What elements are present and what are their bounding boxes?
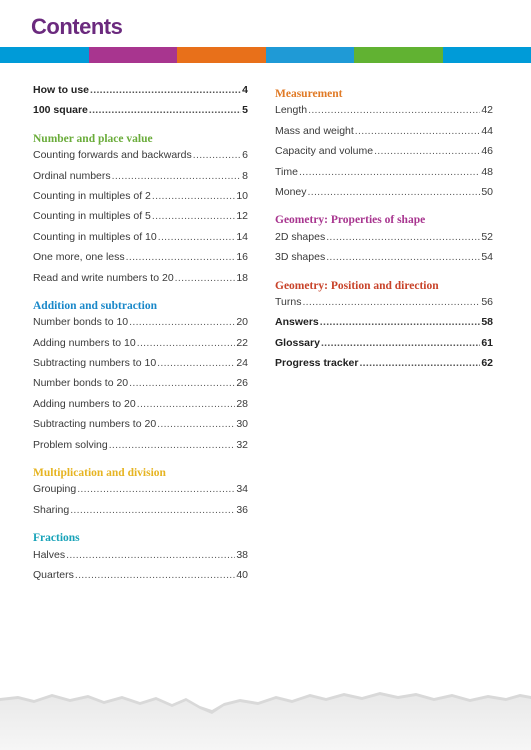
color-bar-segment	[266, 47, 355, 63]
dot-leader	[137, 337, 236, 350]
toc-entry-label: Quarters	[33, 568, 74, 581]
dot-leader	[326, 231, 480, 244]
toc-entry-page-number: 22	[236, 336, 248, 349]
toc-entry-sharing[interactable]	[33, 504, 248, 524]
toc-entry-quarters[interactable]	[33, 569, 248, 589]
section-heading-number-and-place-value: Number and place value	[33, 132, 153, 145]
toc-entry-page-number: 58	[481, 316, 493, 329]
toc-entry-label: Problem solving	[33, 438, 108, 451]
dot-leader	[359, 357, 480, 370]
toc-entry-answers[interactable]	[275, 316, 493, 336]
toc-entry-money[interactable]	[275, 186, 493, 206]
toc-entry-page-number: 30	[236, 418, 248, 431]
toc-entry-label: Length	[275, 104, 308, 117]
dot-leader	[308, 186, 481, 199]
dot-leader	[109, 439, 236, 452]
section-heading-geometry-position-and-direction: Geometry: Position and direction	[275, 279, 439, 292]
toc-entry-adding-numbers-to-10[interactable]	[33, 337, 248, 357]
toc-entry-page-number: 10	[236, 189, 248, 202]
toc-entry-subtracting-numbers-to-10[interactable]	[33, 357, 248, 377]
toc-entry-one-more-one-less[interactable]	[33, 251, 248, 271]
toc-entry-label: Money	[275, 185, 307, 198]
dot-leader	[129, 316, 235, 329]
toc-entry-page-number: 32	[236, 438, 248, 451]
dot-leader	[137, 398, 236, 411]
color-bar-segment	[89, 47, 178, 63]
toc-entry-page-number: 50	[481, 185, 493, 198]
dot-leader	[66, 549, 235, 562]
toc-entry-page-number: 42	[481, 104, 493, 117]
toc-entry-number-bonds-to-10[interactable]	[33, 316, 248, 336]
toc-entry-page-number: 54	[481, 251, 493, 264]
toc-entry-time[interactable]	[275, 166, 493, 186]
toc-entry-label: Adding numbers to 20	[33, 397, 136, 410]
toc-entry-page-number: 12	[236, 210, 248, 223]
toc-entry-adding-numbers-to-20[interactable]	[33, 398, 248, 418]
dot-leader	[175, 272, 236, 285]
dot-leader	[90, 84, 241, 97]
toc-entry-length[interactable]	[275, 104, 493, 124]
dot-leader	[77, 483, 235, 496]
toc-entry-label: Turns	[275, 295, 302, 308]
toc-entry-read-and-write-numbers-to-20[interactable]	[33, 272, 248, 292]
toc-entry-label: Time	[275, 165, 298, 178]
toc-entry-label: Read and write numbers to 20	[33, 271, 174, 284]
dot-leader	[129, 377, 235, 390]
toc-entry-page-number: 52	[481, 230, 493, 243]
dot-leader	[320, 316, 481, 329]
toc-entry-halves[interactable]	[33, 549, 248, 569]
toc-entry-how-to-use[interactable]	[33, 84, 248, 104]
toc-entry-subtracting-numbers-to-20[interactable]	[33, 418, 248, 438]
toc-entry-label: Number bonds to 10	[33, 316, 129, 329]
toc-entry-page-number: 6	[242, 149, 248, 162]
page-title: Contents	[31, 14, 123, 39]
dot-leader	[157, 418, 235, 431]
toc-entry-label: Halves	[33, 548, 66, 561]
contents-right-column	[275, 84, 493, 377]
dot-leader	[299, 166, 480, 179]
toc-entry-turns[interactable]	[275, 296, 493, 316]
toc-entry-page-number: 5	[242, 104, 248, 117]
toc-entry-2d-shapes[interactable]	[275, 231, 493, 251]
toc-entry-label: Adding numbers to 10	[33, 336, 136, 349]
dot-leader	[321, 337, 480, 350]
color-bar-segment	[0, 47, 89, 63]
toc-entry-page-number: 61	[481, 336, 493, 349]
toc-entry-counting-in-multiples-of-2[interactable]	[33, 190, 248, 210]
dot-leader	[75, 569, 235, 582]
color-bar-segment	[177, 47, 266, 63]
toc-entry-page-number: 24	[236, 357, 248, 370]
dot-leader	[158, 231, 236, 244]
toc-entry-label: Subtracting numbers to 10	[33, 357, 157, 370]
toc-entry-page-number: 26	[236, 377, 248, 390]
toc-entry-page-number: 36	[236, 503, 248, 516]
contents-left-column	[33, 84, 248, 589]
toc-entry-label: Counting in multiples of 2	[33, 189, 151, 202]
dot-leader	[326, 251, 480, 264]
section-heading-measurement: Measurement	[275, 88, 343, 100]
toc-entry-page-number: 16	[236, 251, 248, 264]
toc-entry-label: Capacity and volume	[275, 145, 374, 158]
color-bar-segment	[443, 47, 531, 63]
dot-leader	[355, 125, 481, 138]
section-heading-addition-and-subtraction: Addition and subtraction	[33, 299, 157, 312]
toc-entry-label: Counting in multiples of 5	[33, 210, 151, 223]
dot-leader	[152, 210, 235, 223]
toc-entry-label: How to use	[33, 84, 90, 96]
toc-entry-label: Counting forwards and backwards	[33, 149, 192, 162]
toc-entry-mass-and-weight[interactable]	[275, 125, 493, 145]
dot-leader	[374, 145, 480, 158]
toc-entry-page-number: 14	[236, 230, 248, 243]
toc-entry-label: One more, one less	[33, 251, 125, 264]
toc-entry-label: 2D shapes	[275, 230, 326, 243]
dot-leader	[157, 357, 235, 370]
toc-entry-label: Mass and weight	[275, 124, 354, 137]
torn-paper-edge	[0, 684, 531, 750]
color-bar-segment	[354, 47, 443, 63]
toc-entry-page-number: 8	[242, 169, 248, 182]
toc-entry-progress-tracker[interactable]	[275, 357, 493, 377]
toc-entry-page-number: 40	[236, 568, 248, 581]
section-heading-multiplication-and-division: Multiplication and division	[33, 467, 166, 480]
dot-leader	[193, 149, 241, 162]
toc-entry-page-number: 48	[481, 165, 493, 178]
toc-entry-counting-forwards-and-backwards[interactable]	[33, 149, 248, 169]
toc-entry-100-square[interactable]	[33, 104, 248, 124]
toc-entry-page-number: 20	[236, 316, 248, 329]
dot-leader	[89, 104, 241, 117]
toc-entry-glossary[interactable]	[275, 337, 493, 357]
toc-entry-label: Grouping	[33, 483, 77, 496]
toc-entry-label: Answers	[275, 316, 319, 329]
dot-leader	[152, 190, 235, 203]
toc-entry-page-number: 56	[481, 295, 493, 308]
toc-entry-problem-solving[interactable]	[33, 439, 248, 459]
dot-leader	[302, 296, 480, 309]
toc-entry-grouping[interactable]	[33, 483, 248, 503]
toc-entry-page-number: 34	[236, 483, 248, 496]
toc-entry-ordinal-numbers[interactable]	[33, 170, 248, 190]
toc-entry-label: Ordinal numbers	[33, 169, 111, 182]
toc-entry-page-number: 62	[481, 357, 493, 370]
toc-entry-page-number: 4	[242, 84, 248, 96]
toc-entry-capacity-and-volume[interactable]	[275, 145, 493, 165]
color-bar	[0, 47, 531, 63]
toc-entry-counting-in-multiples-of-5[interactable]	[33, 210, 248, 230]
toc-entry-label: Counting in multiples of 10	[33, 230, 157, 243]
toc-entry-3d-shapes[interactable]	[275, 251, 493, 271]
section-heading-fractions: Fractions	[33, 532, 80, 545]
dot-leader	[112, 170, 242, 183]
toc-entry-page-number: 38	[236, 548, 248, 561]
dot-leader	[70, 504, 235, 517]
toc-entry-label: 3D shapes	[275, 251, 326, 264]
toc-entry-counting-in-multiples-of-10[interactable]	[33, 231, 248, 251]
toc-entry-number-bonds-to-20[interactable]	[33, 377, 248, 397]
toc-entry-page-number: 46	[481, 145, 493, 158]
toc-entry-page-number: 18	[236, 271, 248, 284]
toc-entry-label: Progress tracker	[275, 357, 359, 370]
toc-entry-label: Glossary	[275, 336, 320, 349]
toc-entry-page-number: 44	[481, 124, 493, 137]
dot-leader	[308, 104, 480, 117]
toc-entry-label: Sharing	[33, 503, 70, 516]
toc-entry-label: 100 square	[33, 104, 88, 117]
toc-entry-label: Subtracting numbers to 20	[33, 418, 157, 431]
toc-entry-page-number: 28	[236, 397, 248, 410]
toc-entry-label: Number bonds to 20	[33, 377, 129, 390]
section-heading-geometry-properties-of-shape: Geometry: Properties of shape	[275, 214, 426, 227]
dot-leader	[126, 251, 236, 264]
